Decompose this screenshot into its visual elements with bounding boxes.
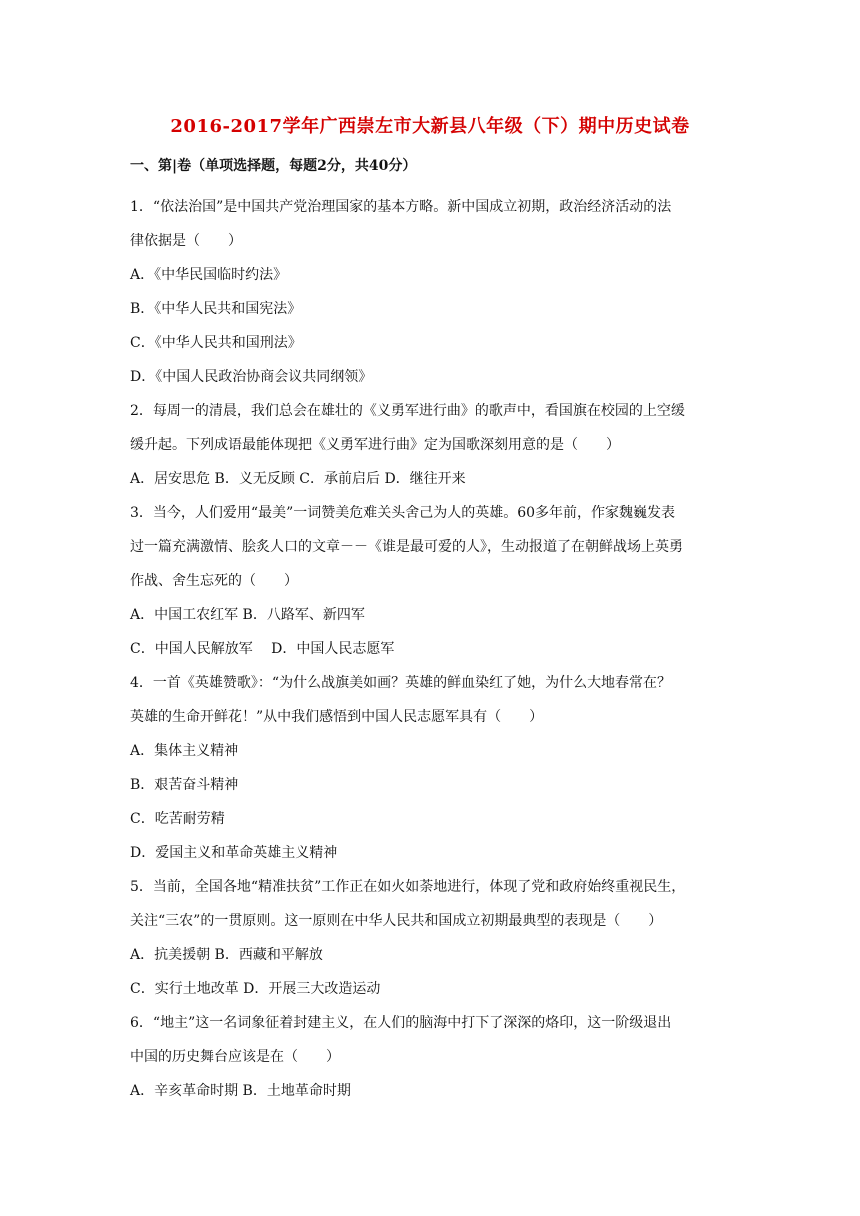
question-list xyxy=(130,190,745,1108)
question-1-option-d: D．《中国人民政治协商会议共同纲领》 xyxy=(130,369,373,385)
question-6-line-1: 6．“地主”这一名词象征着封建主义，在人们的脑海中打下了深深的烙印，这一阶级退出 xyxy=(130,1015,672,1031)
question-3-line-2: 过一篇充满激情、脍炙人口的文章－－《谁是最可爱的人》，生动报道了在朝鲜战场上英勇 xyxy=(130,539,683,555)
question-5-options-ab: A．抗美援朝 B．西藏和平解放 xyxy=(130,947,323,963)
question-5-options-cd: C．实行土地改革 D．开展三大改造运动 xyxy=(130,981,381,997)
question-4-option-d: D．爱国主义和革命英雄主义精神 xyxy=(130,845,338,861)
question-5-line-2: 关注“三农”的一贯原则。这一原则在中华人民共和国成立初期最典型的表现是（ ） xyxy=(130,913,663,929)
question-5-line-1: 5．当前，全国各地“精准扶贫”工作正在如火如荼地进行，体现了党和政府始终重视民生， xyxy=(130,879,686,895)
question-4-line-1: 4．一首《英雄赞歌》：“为什么战旗美如画？英雄的鲜血染红了她，为什么大地春常在？ xyxy=(130,675,672,691)
question-1-option-b: B．《中华人民共和国宪法》 xyxy=(130,301,302,317)
question-1-option-c: C．《中华人民共和国刑法》 xyxy=(130,335,302,351)
question-4-line-2: 英雄的生命开鲜花！”从中我们感悟到中国人民志愿军具有（ ） xyxy=(130,709,544,725)
question-4-option-b: B．艰苦奋斗精神 xyxy=(130,777,239,793)
question-4-option-a: A．集体主义精神 xyxy=(130,743,239,759)
question-3-line-3: 作战、舍生忘死的（ ） xyxy=(130,573,298,589)
question-6-options-ab: A．辛亥革命时期 B．土地革命时期 xyxy=(130,1083,351,1099)
question-1-option-a: A．《中华民国临时约法》 xyxy=(130,267,288,283)
question-3-options-cd: C．中国人民解放军 D．中国人民志愿军 xyxy=(130,641,395,657)
question-1-line-2: 律依据是（ ） xyxy=(130,233,242,249)
question-1-line-1: 1．“依法治国”是中国共产党治理国家的基本方略。新中国成立初期，政治经济活动的法 xyxy=(130,199,672,215)
question-4-option-c: C．吃苦耐劳精 xyxy=(130,811,225,827)
section-heading: 一、第|卷（单项选择题，每题2分，共40分） xyxy=(130,158,417,174)
question-3-options-ab: A．中国工农红军 B．八路军、新四军 xyxy=(130,607,365,623)
page-title: 2016-2017学年广西崇左市大新县八年级（下）期中历史试卷 xyxy=(170,116,690,137)
question-2-line-1: 2．每周一的清晨，我们总会在雄壮的《义勇军进行曲》的歌声中，看国旗在校园的上空缓 xyxy=(130,403,685,419)
question-2-line-2: 缓升起。下列成语最能体现把《义勇军进行曲》定为国歌深刻用意的是（ ） xyxy=(130,437,620,453)
question-2-options: A．居安思危 B．义无反顾 C．承前启后 D．继往开来 xyxy=(130,471,466,487)
question-6-line-2: 中国的历史舞台应该是在（ ） xyxy=(130,1049,340,1065)
question-3-line-1: 3．当今，人们爱用“最美”一词赞美危难关头舍己为人的英雄。60多年前，作家魏巍发表 xyxy=(130,505,676,521)
